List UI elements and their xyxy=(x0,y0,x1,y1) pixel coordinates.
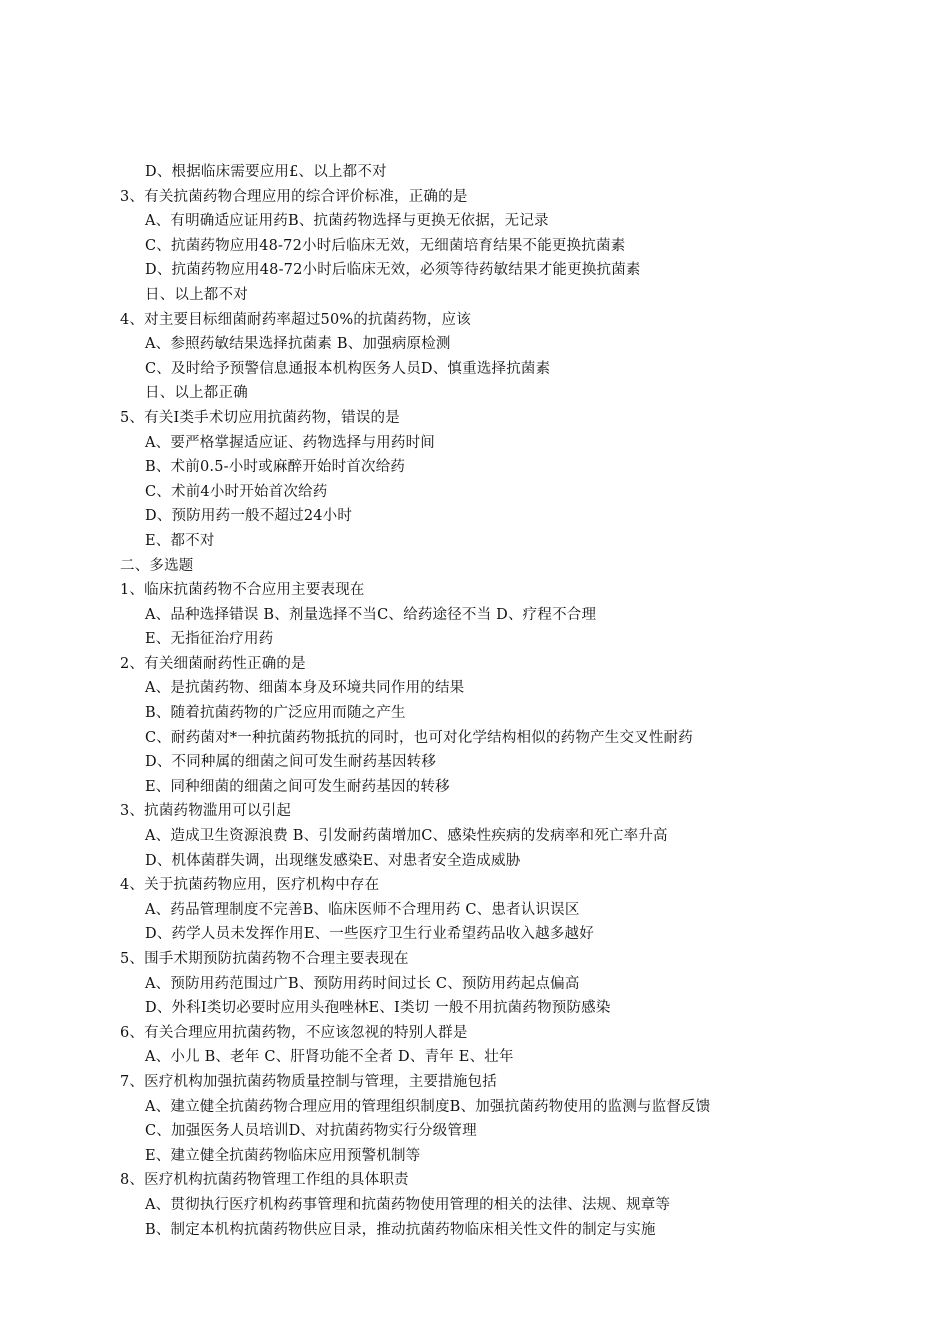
option-line: C、术前4小时开始首次给药 xyxy=(145,483,328,500)
option-line: A、要严格掌握适应证、药物选择与用药时间 xyxy=(145,434,435,451)
option-line: D、外科I类切必要时应用头孢唑林E、I类切 一般不用抗菌药物预防感染 xyxy=(145,1000,611,1017)
option-line: A、预防用药范围过广B、预防用药时间过长 C、预防用药起点偏高 xyxy=(145,975,580,992)
option-line: A、参照药敏结果选择抗菌素 B、加强病原检测 xyxy=(145,336,451,353)
option-line: A、小儿 B、老年 C、肝肾功能不全者 D、青年 E、壮年 xyxy=(145,1049,514,1066)
option-line: A、品种选择错误 B、剂量选择不当C、给药途径不当 D、疗程不合理 xyxy=(145,606,597,623)
option-line: C、及时给予预警信息通报本机构医务人员D、慎重选择抗菌素 xyxy=(145,360,551,377)
question-line: 4、关于抗菌药物应用，医疗机构中存在 xyxy=(120,877,380,894)
option-line: A、药品管理制度不完善B、临床医师不合理用药 C、患者认识误区 xyxy=(145,901,580,918)
option-line: D、药学人员未发挥作用E、一些医疗卫生行业希望药品收入越多越好 xyxy=(145,926,594,943)
question-line: 5、围手术期预防抗菌药物不合理主要表现在 xyxy=(120,951,409,967)
option-line: C、抗菌药物应用48-72小时后临床无效，无细菌培育结果不能更换抗菌素 xyxy=(145,237,626,254)
option-line: 日、以上都正确 xyxy=(145,385,248,402)
question-line: 2、有关细菌耐药性正确的是 xyxy=(120,655,306,672)
option-line: A、造成卫生资源浪费 B、引发耐药菌增加C、感染性疾病的发病率和死亡率升高 xyxy=(145,828,668,845)
option-line: E、无指征治疗用药 xyxy=(145,631,274,648)
option-line: E、建立健全抗菌药物临床应用预警机制等 xyxy=(145,1147,421,1164)
option-line: C、耐药菌对*一种抗菌药物抵抗的同时，也可对化学结构相似的药物产生交叉性耐药 xyxy=(145,729,693,746)
question-line: 4、对主要目标细菌耐药率超过50%的抗菌药物，应该 xyxy=(120,311,471,328)
question-line: 5、有关I类手术切应用抗菌药物，错误的是 xyxy=(120,409,400,426)
question-line: 3、抗菌药物滥用可以引起 xyxy=(120,803,292,820)
question-line: 1、临床抗菌药物不合应用主要表现在 xyxy=(120,582,365,599)
option-line: D、预防用药一般不超过24小时 xyxy=(145,508,353,525)
option-line: A、建立健全抗菌药物合理应用的管理组织制度B、加强抗菌药物使用的监测与监督反馈 xyxy=(145,1098,711,1115)
option-line: B、术前0.5-小时或麻醉开始时首次给药 xyxy=(145,459,406,476)
option-line: A、贯彻执行医疗机构药事管理和抗菌药物使用管理的相关的法律、法规、规章等 xyxy=(145,1196,671,1213)
option-line: D、机体菌群失调，出现继发感染E、对患者安全造成威胁 xyxy=(145,852,521,869)
option-line: D、根据临床需要应用£、以上都不对 xyxy=(145,164,387,180)
option-line: A、有明确适应证用药B、抗菌药物选择与更换无依据，无记录 xyxy=(145,213,549,230)
question-line: 8、医疗机构抗菌药物管理工作组的具体职责 xyxy=(120,1172,409,1189)
option-line: A、是抗菌药物、细菌本身及环境共同作用的结果 xyxy=(145,680,465,697)
option-line: C、加强医务人员培训D、对抗菌药物实行分级管理 xyxy=(145,1123,477,1140)
section-heading: 二、多选题 xyxy=(120,557,194,574)
document-body xyxy=(120,160,820,1242)
option-line: E、同种细菌的细菌之间可发生耐药基因的转移 xyxy=(145,778,450,795)
option-line: B、制定本机构抗菌药物供应目录，推动抗菌药物临床相关性文件的制定与实施 xyxy=(145,1221,656,1238)
question-line: 7、医疗机构加强抗菌药物质量控制与管理，主要措施包括 xyxy=(120,1073,497,1090)
option-line: 日、以上都不对 xyxy=(145,286,248,303)
option-line: D、抗菌药物应用48-72小时后临床无效，必须等待药敏结果才能更换抗菌素 xyxy=(145,262,641,279)
question-line: 3、有关抗菌药物合理应用的综合评价标准，正确的是 xyxy=(120,188,468,205)
question-line: 6、有关合理应用抗菌药物，不应该忽视的特别人群是 xyxy=(120,1024,468,1041)
option-line: B、随着抗菌药物的广泛应用而随之产生 xyxy=(145,705,406,722)
option-line: E、都不对 xyxy=(145,532,215,549)
option-line: D、不同种属的细菌之间可发生耐药基因转移 xyxy=(145,754,437,771)
